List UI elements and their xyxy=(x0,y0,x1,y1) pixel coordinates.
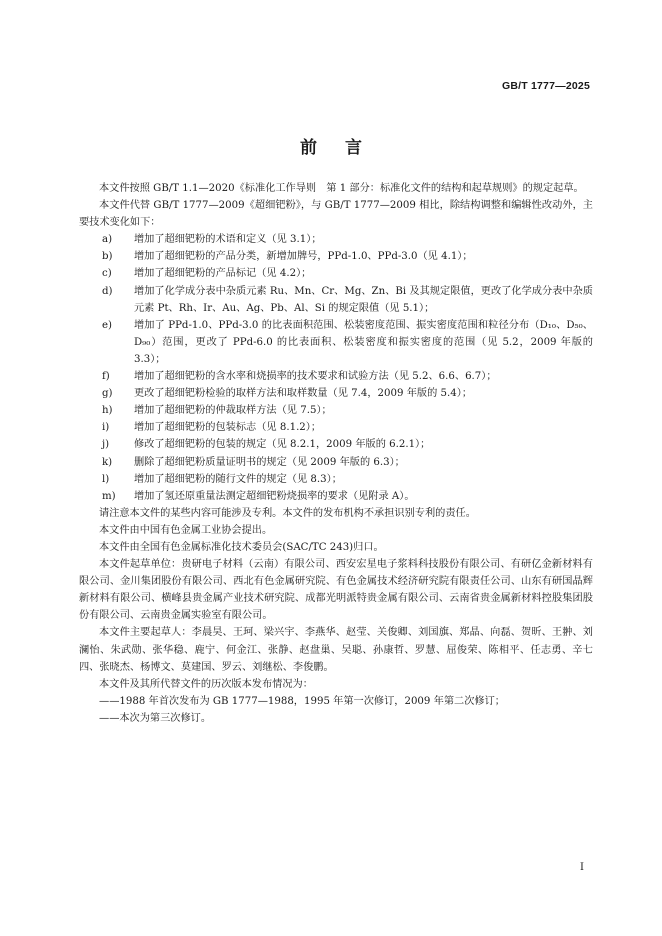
list-item xyxy=(79,265,593,282)
list-item-text: 增加了超细钯粉的含水率和烧损率的技术要求和试验方法（见 5.2、6.6、6.7）； xyxy=(134,371,497,383)
intro-paragraph-1: 本文件按照 GB/T 1.1—2020《标准化工作导则 第 1 部分：标准化文件的结构和起草规则》的规定起草。 xyxy=(99,183,584,194)
list-item xyxy=(79,471,593,488)
list-marker: m) xyxy=(102,490,116,502)
drafters-paragraph: 本文件主要起草人：李晨昊、王珂、梁兴宇、李燕华、赵莹、关俊卿、刘国旗、郑晶、向磊、贺昕、王翀、刘澜怡、朱武勋、张华稳、鹿宁、何金江、张静、赵盘巢、吴聪、孙康哲、罗慧、屈俊荣、陈相平、任志勇、辛七四、张晓杰、杨博文、莫建国、罗云、刘继松、李俊鹏。 xyxy=(79,627,593,673)
list-marker: g) xyxy=(102,388,113,400)
history-item: ——本次为第三次修订。 xyxy=(99,712,212,724)
list-item xyxy=(79,436,593,453)
list-item-text: 增加了 PPd-1.0、PPd-3.0 的比表面积范围、松装密度范围、振实密度范围和粒径分布（D₁₀、D₅₀、D₉₀）范围，更改了 PPd-6.0 的比表面积、松装密度和振实密度的范围（见 5.2，2009 年版的 3.3）； xyxy=(134,319,593,365)
list-item-text: 增加了超细钯粉的包装标志（见 8.1.2）； xyxy=(134,422,322,434)
list-item xyxy=(79,231,593,248)
list-item xyxy=(79,402,593,419)
list-item xyxy=(79,368,593,385)
document-body xyxy=(79,180,593,727)
list-item-text: 增加了化学成分表中杂质元素 Ru、Mn、Cr、Mg、Zn、Bi 及其规定限值，更改了化学成分表中杂质元素 Pt、Rh、Ir、Au、Ag、Pb、Al、Si 的规定限值（见 5.1）； xyxy=(134,285,593,314)
list-marker: h) xyxy=(102,405,113,417)
list-item xyxy=(79,454,593,471)
list-item-text: 删除了超细钯粉质量证明书的规定（见 2009 年版的 6.3）； xyxy=(134,456,405,468)
drafting-units-paragraph: 本文件起草单位：贵研电子材料（云南）有限公司、西安宏星电子浆料科技股份有限公司、有研亿金新材料有限公司、金川集团股份有限公司、西北有色金属研究院、有色金属技术经济研究院有限责任公司、山东有研国晶辉新材料有限公司、横峰县贵金属产业技术研究院、成都光明派特贵金属有限公司、云南省贵金属新材料控股集团股份有限公司、云南贵金属实验室有限公司。 xyxy=(79,559,593,622)
history-list xyxy=(79,693,593,727)
list-marker: c) xyxy=(102,268,112,280)
list-marker: j) xyxy=(102,439,110,451)
list-item xyxy=(79,317,593,368)
list-marker: l) xyxy=(102,473,110,485)
list-item-text: 增加了氢还原重量法测定超细钯粉烧损率的要求（见附录 A）。 xyxy=(134,490,415,502)
list-marker: f) xyxy=(102,371,110,383)
page-number: I xyxy=(580,862,584,873)
list-marker: i) xyxy=(102,422,110,434)
list-marker: k) xyxy=(102,456,113,468)
list-item-text: 增加了超细钯粉的术语和定义（见 3.1）； xyxy=(134,234,322,246)
list-item-text: 增加了超细钯粉的随行文件的规定（见 8.3）； xyxy=(134,473,342,485)
list-item xyxy=(79,283,593,317)
intro-paragraph-2: 本文件代替 GB/T 1777—2009《超细钯粉》，与 GB/T 1777—2009 相比，除结构调整和编辑性改动外，主要技术变化如下： xyxy=(79,200,593,229)
list-item xyxy=(79,385,593,402)
patent-notice: 请注意本文件的某些内容可能涉及专利。本文件的发布机构不承担识别专利的责任。 xyxy=(99,507,476,519)
committee-paragraph: 本文件由全国有色金属标准化技术委员会(SAC/TC 243)归口。 xyxy=(99,541,384,553)
list-marker: b) xyxy=(102,251,113,263)
list-item xyxy=(79,248,593,265)
list-item xyxy=(79,419,593,436)
standard-number: GB/T 1777—2025 xyxy=(501,80,590,92)
list-item-text: 增加了超细钯粉的仲裁取样方法（见 7.5）； xyxy=(134,405,332,417)
history-intro: 本文件及其所代替文件的历次版本发布情况为： xyxy=(99,678,313,690)
list-marker: d) xyxy=(102,285,113,297)
proposer-paragraph: 本文件由中国有色金属工业协会提出。 xyxy=(99,524,273,536)
list-item-text: 增加了超细钯粉的产品分类，新增加牌号，PPd-1.0、PPd-3.0（见 4.1）； xyxy=(134,251,473,263)
list-item-text: 更改了超细钯粉检验的取样方法和取样数量（见 7.4，2009 年版的 5.4）； xyxy=(134,388,473,400)
list-marker: a) xyxy=(102,234,113,246)
history-item: ——1988 年首次发布为 GB 1777—1988，1995 年第一次修订，2009 年第二次修订； xyxy=(99,695,505,707)
list-item-text: 增加了超细钯粉的产品标记（见 4.2）； xyxy=(134,268,312,280)
list-item-text: 修改了超细钯粉的包装的规定（见 8.2.1，2009 年版的 6.2.1）； xyxy=(134,439,431,451)
list-marker: e) xyxy=(102,319,113,331)
changes-list xyxy=(79,231,593,505)
list-item xyxy=(79,488,593,505)
page-title: 前言 xyxy=(300,138,390,158)
